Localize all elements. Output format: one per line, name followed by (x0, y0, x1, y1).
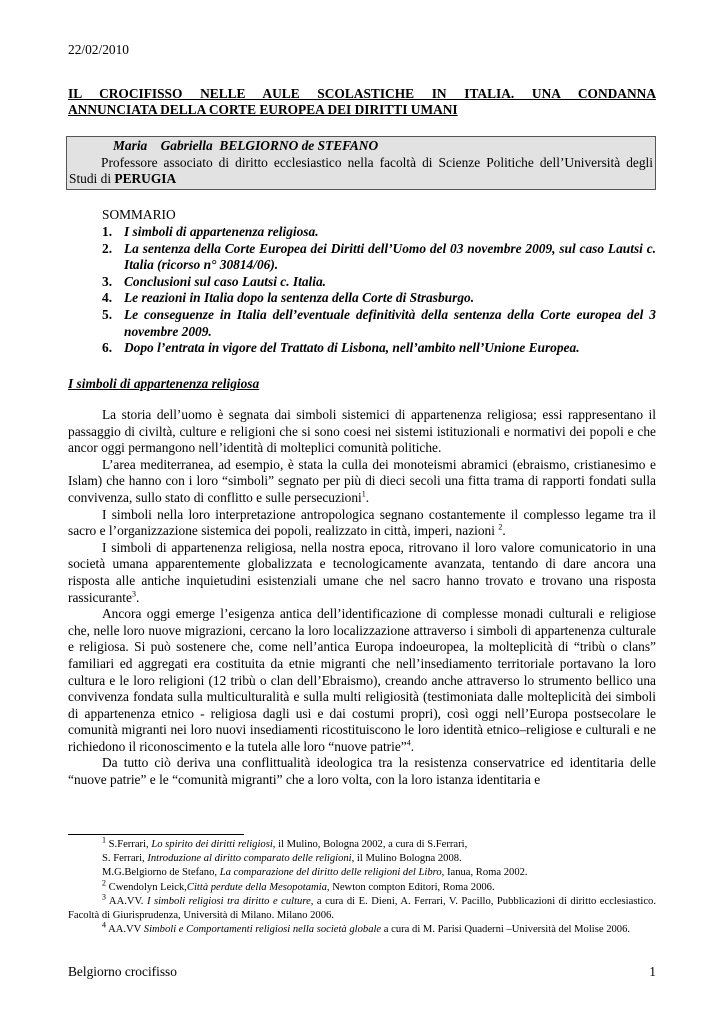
footnote-title: Introduzione al diritto comparato delle religioni (147, 853, 352, 865)
affiliation-text: Professore associato di diritto ecclesiastico nella facoltà di Scienze Politiche dell’Università degli Studi di (69, 154, 653, 187)
footnote-title: Simboli e Comportamenti religiosi nella società globale (143, 924, 382, 936)
footnote-text: , il Mulino Bologna 2008. (351, 853, 462, 865)
paragraph (68, 540, 656, 606)
paragraph (68, 606, 656, 755)
footnote-text: , Newton compton Editori, Roma 2006. (326, 881, 495, 893)
toc-item (102, 307, 656, 340)
toc-text: La sentenza della Corte Europea dei Diritti dell’Uomo del 03 novembre 2009, sul caso Lautsi c. Italia (ricorso n° 30814/06). (124, 240, 656, 273)
footnote-text: a cura di M. Parisi Quaderni –Università del Molise 2006. (381, 924, 631, 936)
paragraph-end: . (410, 738, 415, 754)
footnote (68, 878, 656, 895)
toc-number: 3. (102, 273, 113, 289)
paragraph-text: I simboli di appartenenza religiosa, nella nostra epoca, ritrovano il loro valore comunicatorio in una società umana apparentemente globalizzata e tecnologicamente avanzata, tentando di dare ancora una risposta alle antiche inquietudini esistenziali umane che nel sacro hanno trovato e trovano una risposta rassicurante (68, 539, 656, 605)
toc-text: Le conseguenze in Italia dell’eventuale definitività della sentenza della Corte europea del 3 novembre 2009. (124, 306, 656, 339)
author-name: Maria Gabriella BELGIORNO de STEFANO (113, 138, 379, 153)
footnote-title: Lo spirito dei diritti religiosi (151, 839, 273, 850)
toc-text: Le reazioni in Italia dopo la sentenza della Corte di Strasburgo. (124, 290, 475, 306)
footnote-ref: 3 (131, 589, 136, 599)
paragraph (68, 457, 656, 507)
paragraph-end: . (502, 523, 506, 539)
paragraph-end: . (365, 489, 370, 505)
page-number: 1 (649, 964, 656, 979)
footnote-text: S. Ferrari, (102, 853, 148, 865)
footnote-ref: 4 (406, 738, 411, 748)
author-box (66, 136, 656, 190)
body-text (68, 407, 656, 789)
footnote-text: , Ianua, Roma 2002. (441, 867, 528, 879)
footnote-text: S.Ferrari, (106, 839, 152, 850)
author-affiliation (69, 155, 653, 188)
document-date: 22/02/2010 (68, 42, 130, 57)
paragraph-text: I simboli nella loro interpretazione antropologica segnano costantemente il complesso legame tra il sacro e l’organizzazione sistemica dei popoli, realizzato in città, imperi, nazioni (68, 506, 656, 539)
footnote-number: 3 (102, 892, 106, 902)
toc-item (102, 224, 656, 241)
footnote-title: I simboli religiosi tra diritto e culture (146, 895, 311, 907)
footnote-number: 4 (102, 920, 106, 930)
footnote (68, 835, 656, 852)
footnote-text: Cwendolyn Leick, (106, 881, 187, 893)
footnote-ref: 2 (498, 522, 503, 532)
toc-number: 1. (102, 224, 113, 239)
footnote (68, 852, 656, 866)
toc-text: Dopo l’entrata in vigore del Trattato di Lisbona, nell’ambito nell’Unione Europea. (124, 340, 580, 356)
paragraph-text: Ancora oggi emerge l’esigenza antica dell’identificazione di complesse monadi culturali e religiose che, nelle loro nuove migrazioni, cercano la loro localizzazione attraverso i simboli di appartenenza culturale e religiosa. Si può sostenere che, come nell’antica Europa indoeuropea, la molteplicità di “tribù o clans” familiari ed aggregati era costituita da etnie migranti che nell’insediamento territoriale portavano la loro cultura e le loro religioni (12 tribù o clan dell’Ebraismo), creando anche attraverso lo strumento bellico una convivenza fondata sulla multiculturalità e sulla multi religiosità (testimoniata dalle molteplicità dei simboli di appartenenza etnico - religiosa dagli usi e dai costumi propri), così oggi nell’Europa postsecolare le comunità migranti nei loro nuovi insediamenti ricostituiscono le loro identità etnico–religiose e culturali e ne richiedono il riconoscimento e la tutela alle loro “nuove patrie” (68, 606, 656, 754)
footnote-number: 1 (102, 835, 106, 845)
footnote-text: , il Mulino, Bologna 2002, a cura di S.Ferrari, (272, 839, 468, 850)
toc-text: Conclusioni sul caso Lautsi c. Italia. (124, 273, 327, 289)
sommario-heading: SOMMARIO (102, 207, 176, 222)
footnote-title: Città perdute della Mesopotamia (186, 881, 327, 893)
paragraph-end: . (135, 589, 140, 605)
paragraph (68, 507, 656, 540)
section-heading: I simboli di appartenenza religiosa (68, 376, 260, 391)
footnote-title: La comparazione del diritto delle religioni del Libro (219, 867, 442, 879)
footnote-text: AA.VV (106, 924, 144, 936)
toc-item (102, 241, 656, 274)
footnote-number: 2 (102, 878, 106, 888)
title-line-1: IL CROCIFISSO NELLE AULE SCOLASTICHE IN ITALIA. UNA CONDANNA (68, 86, 656, 101)
footnote-ref: 1 (361, 489, 366, 499)
footnote-text: , a cura di E. Dieni, A. Ferrari, V. Pacillo, Pubblicazioni di diritto ecclesiastico. Facoltà di Giurisprudenza, Università di Milano. Milano 2006. (68, 895, 656, 922)
footnote (68, 892, 656, 923)
footer-label: Belgiorno crocifisso (68, 964, 177, 979)
footnotes (68, 835, 656, 937)
paragraph: La storia dell’uomo è segnata dai simboli sistemici di appartenenza religiosa; essi rappresentano il passaggio di civiltà, culture e religioni che si sono coesi nei sistemi istituzionali e normativi dei popoli e che ancor oggi permangono nell’identità di molteplici comunità politiche. (68, 407, 656, 456)
university-name: PERUGIA (114, 171, 177, 187)
footnote-separator (68, 834, 244, 835)
toc-number: 6. (102, 340, 113, 356)
table-of-contents (102, 224, 656, 357)
toc-item (102, 290, 656, 307)
footnote-text: M.G.Belgiorno de Stefano, (102, 867, 220, 879)
toc-text: I simboli di appartenenza religiosa. (124, 224, 319, 239)
toc-item (102, 340, 656, 357)
footnote (68, 920, 656, 937)
title-line-2: ANNUNCIATA DELLA CORTE EUROPEA DEI DIRITTI UMANI (68, 102, 458, 118)
paragraph: Da tutto ciò deriva una conflittualità ideologica tra la resistenza conservatrice ed identitaria delle “nuove patrie” e le “comunità migranti” che a loro volta, con la loro istanza identitaria e (68, 755, 656, 788)
toc-number: 5. (102, 306, 113, 322)
footnote-text: AA.VV. (106, 895, 147, 907)
paragraph-text: L’area mediterranea, ad esempio, è stata la culla dei monoteismi abramici (ebraismo, cristianesimo e Islam) che hanno con i loro “simboli” segnato per più di dieci secoli una fitta trama di rapporti fondati sulla convivenza, sullo stato di conflitto e sulle persecuzioni (68, 456, 656, 505)
document-title (68, 86, 656, 119)
toc-item (102, 274, 656, 291)
toc-number: 2. (102, 240, 113, 256)
footnote (68, 866, 656, 880)
toc-number: 4. (102, 290, 113, 306)
